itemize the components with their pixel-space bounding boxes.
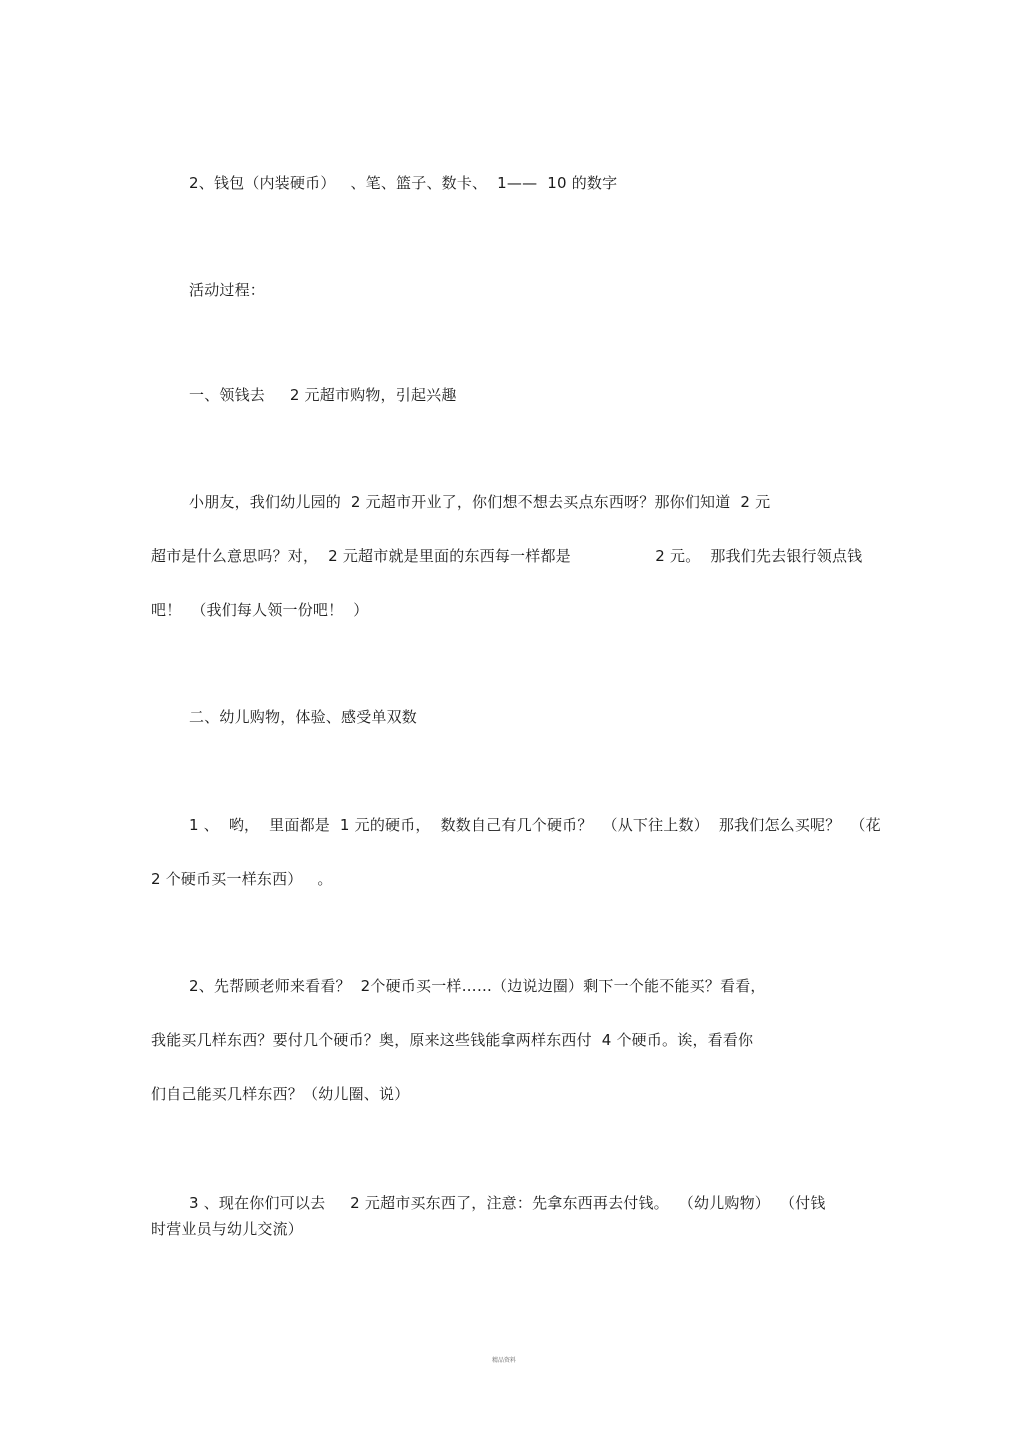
- section-heading-activity-process: 活动过程：: [189, 281, 266, 299]
- page-footer: 精品资料: [492, 1357, 517, 1364]
- paragraph-line: 1 、 哟， 里面都是 1 元的硬币， 数数自己有几个硬币？ （从下往上数） 那我们怎么买呢？ （花: [189, 816, 881, 834]
- paragraph-line: 2、先帮顾老师来看看？ 2个硬币买一样……（边说边圈）剩下一个能不能买？看看，: [189, 977, 766, 995]
- paragraph-line: 3 、现在你们可以去 2 元超市买东西了，注意：先拿东西再去付钱。 （幼儿购物） （付钱: [189, 1194, 826, 1212]
- paragraph-line: 小朋友，我们幼儿园的 2 元超市开业了，你们想不想去买点东西呀？那你们知道 2 元: [189, 493, 771, 511]
- paragraph-line: 们自己能买几样东西？（幼儿圈、说）: [151, 1085, 410, 1103]
- paragraph-line: 我能买几样东西？要付几个硬币？奥，原来这些钱能拿两样东西付 4 个硬币。诶，看看你: [151, 1031, 754, 1049]
- paragraph-line: 吧！ （我们每人领一份吧！ ）: [151, 601, 369, 619]
- section-heading-one: 一、领钱去 2 元超市购物，引起兴趣: [189, 386, 457, 404]
- paragraph-line: 2 个硬币买一样东西） 。: [151, 870, 333, 888]
- section-heading-two: 二、幼儿购物，体验、感受单双数: [189, 708, 418, 726]
- paragraph-line: 超市是什么意思吗？对， 2 元超市就是里面的东西每一样都是 2 元。 那我们先去银行领点钱: [151, 547, 863, 565]
- paragraph-line: 时营业员与幼儿交流）: [151, 1220, 304, 1238]
- materials-line: 2、钱包（内装硬币） 、笔、篮子、数卡、 1—— 10 的数字: [189, 174, 618, 192]
